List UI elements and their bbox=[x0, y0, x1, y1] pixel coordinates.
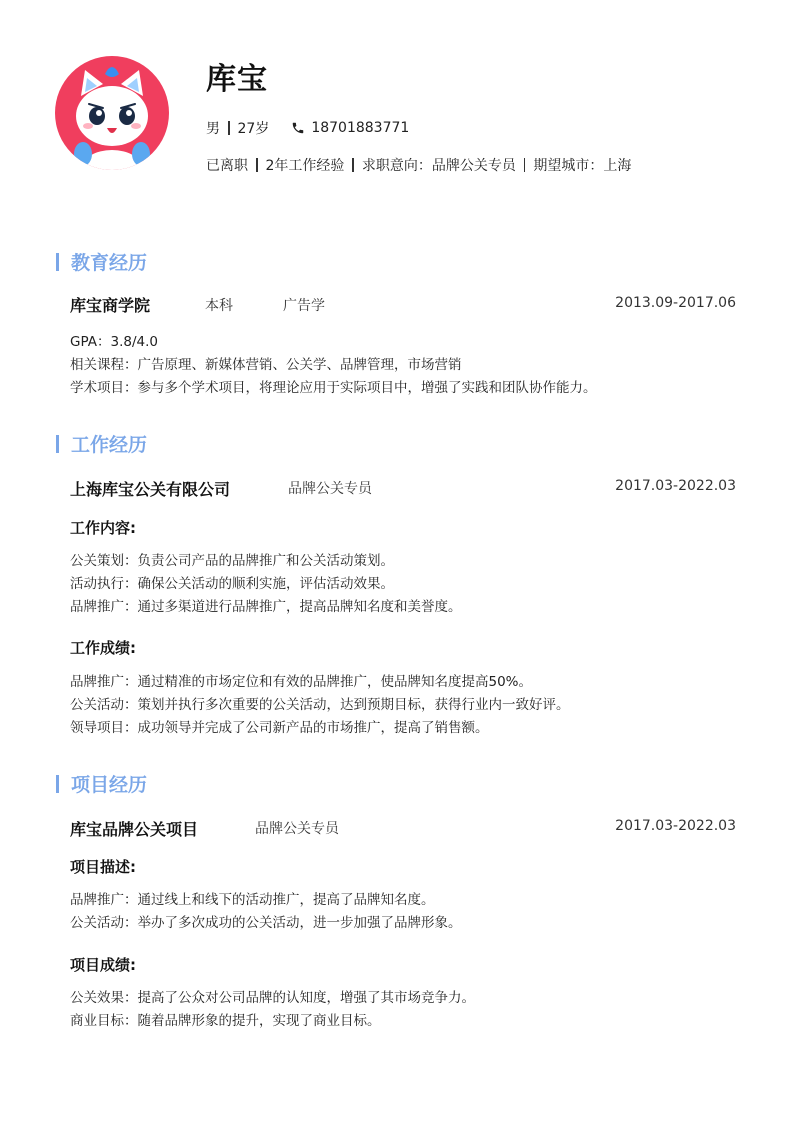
section-bar bbox=[56, 775, 59, 793]
list-item: 商业目标：随着品牌形象的提升，实现了商业目标。 bbox=[70, 1013, 381, 1029]
separator bbox=[256, 158, 258, 172]
candidate-name: 库宝 bbox=[206, 62, 268, 97]
job-intention: 求职意向：品牌公关专员 bbox=[361, 158, 516, 174]
expected-city: 期望城市：上海 bbox=[533, 158, 632, 174]
separator bbox=[352, 158, 354, 172]
separator bbox=[228, 121, 230, 135]
section-title-education: 教育经历 bbox=[56, 248, 147, 275]
section-title-project: 项目经历 bbox=[56, 770, 147, 797]
list-item: 品牌推广：通过多渠道进行品牌推广，提高品牌知名度和美誉度。 bbox=[70, 599, 462, 615]
education-date: 2013.09-2017.06 bbox=[615, 295, 736, 311]
work-content-heading: 工作内容: bbox=[70, 519, 136, 537]
work-content-list bbox=[70, 550, 462, 619]
basic-info-row bbox=[206, 118, 409, 138]
separator bbox=[524, 158, 526, 172]
job-role: 品牌公关专员 bbox=[288, 481, 372, 497]
degree: 本科 bbox=[205, 298, 233, 314]
cat-mascot-avatar bbox=[55, 56, 169, 170]
work-achievements-heading: 工作成绩: bbox=[70, 639, 136, 657]
list-item: 品牌推广：通过精准的市场定位和有效的品牌推广，使品牌知名度提高50%。 bbox=[70, 674, 533, 690]
list-item: 学术项目：参与多个学术项目，将理论应用于实际项目中，增强了实践和团队协作能力。 bbox=[70, 380, 597, 396]
work-date: 2017.03-2022.03 bbox=[615, 478, 736, 494]
project-date: 2017.03-2022.03 bbox=[615, 818, 736, 834]
project-name: 库宝品牌公关项目 bbox=[70, 820, 199, 839]
project-results-heading: 项目成绩: bbox=[70, 956, 136, 974]
phone-icon bbox=[291, 121, 305, 135]
age: 27岁 bbox=[237, 121, 270, 137]
section-bar bbox=[56, 435, 59, 453]
career-info-row bbox=[206, 155, 631, 175]
employment-status: 已离职 bbox=[206, 158, 248, 174]
work-achievements-list bbox=[70, 671, 570, 740]
project-desc-heading: 项目描述: bbox=[70, 858, 136, 876]
list-item: 公关效果：提高了公众对公司品牌的认知度，增强了其市场竞争力。 bbox=[70, 990, 475, 1006]
project-role: 品牌公关专员 bbox=[255, 821, 339, 837]
major: 广告学 bbox=[283, 298, 325, 314]
work-experience: 2年工作经验 bbox=[265, 158, 345, 174]
list-item: 领导项目：成功领导并完成了公司新产品的市场推广，提高了销售额。 bbox=[70, 720, 489, 736]
list-item: 品牌推广：通过线上和线下的活动推广，提高了品牌知名度。 bbox=[70, 892, 435, 908]
section-title-work: 工作经历 bbox=[56, 430, 147, 457]
list-item: 活动执行：确保公关活动的顺利实施，评估活动效果。 bbox=[70, 576, 394, 592]
list-item: 公关活动：举办了多次成功的公关活动，进一步加强了品牌形象。 bbox=[70, 915, 462, 931]
list-item: GPA：3.8/4.0 bbox=[70, 334, 158, 350]
project-results-list bbox=[70, 987, 475, 1033]
section-bar bbox=[56, 253, 59, 271]
education-details bbox=[70, 331, 597, 400]
list-item: 公关活动：策划并执行多次重要的公关活动，达到预期目标，获得行业内一致好评。 bbox=[70, 697, 570, 713]
school-name: 库宝商学院 bbox=[70, 296, 151, 315]
gender: 男 bbox=[206, 121, 220, 137]
list-item: 相关课程：广告原理、新媒体营销、公关学、品牌管理，市场营销 bbox=[70, 357, 462, 373]
project-desc-list bbox=[70, 889, 462, 935]
list-item: 公关策划：负责公司产品的品牌推广和公关活动策划。 bbox=[70, 553, 394, 569]
phone-number[interactable]: 18701883771 bbox=[311, 120, 410, 136]
company-name: 上海库宝公关有限公司 bbox=[70, 480, 231, 499]
